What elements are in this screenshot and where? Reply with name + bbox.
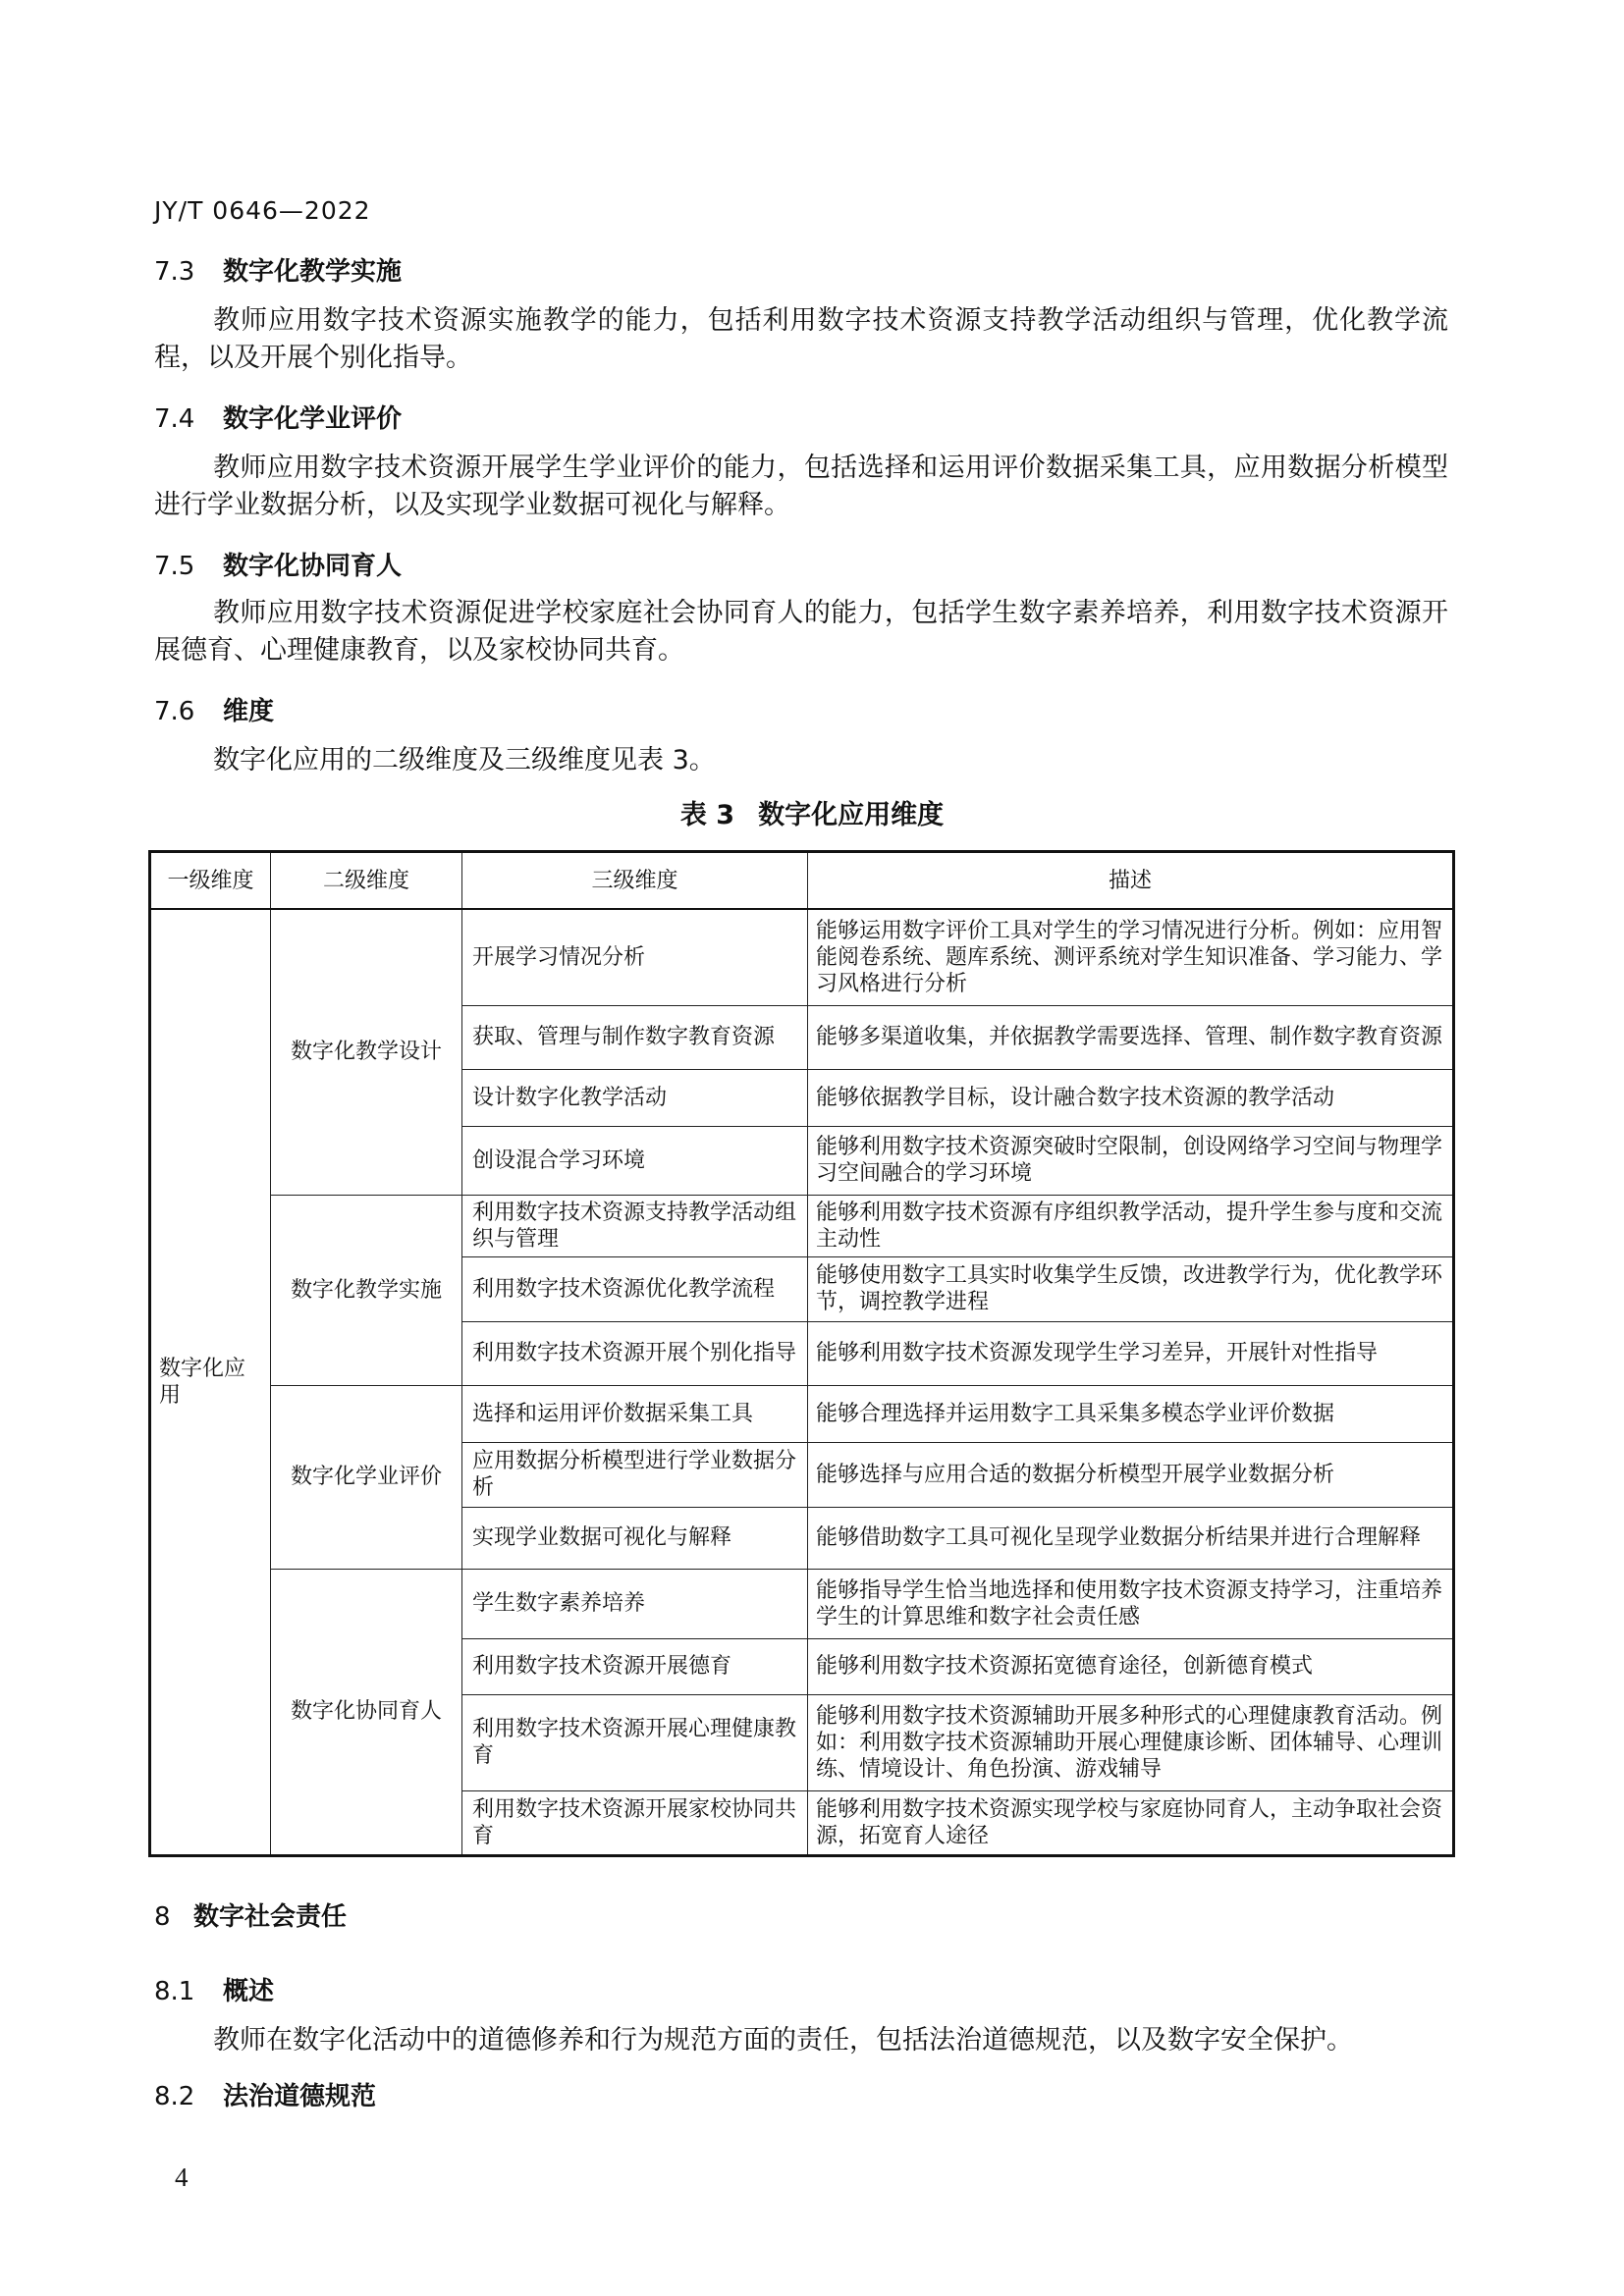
column-header: 描述: [808, 852, 1454, 910]
heading-8-1: [154, 1971, 274, 2007]
description-cell: 能够使用数字工具实时收集学生反馈，改进教学行为，优化教学环节，调控教学进程: [808, 1256, 1454, 1321]
level3-cell: 利用数字技术资源开展个别化指导: [462, 1321, 808, 1385]
description-cell: 能够利用数字技术资源实现学校与家庭协同育人，主动争取社会资源，拓宽育人途径: [808, 1790, 1454, 1855]
description-cell: 能够合理选择并运用数字工具采集多模态学业评价数据: [808, 1385, 1454, 1442]
column-header: 一级维度: [150, 852, 271, 910]
heading-7-3: [154, 251, 402, 288]
heading-7-6: [154, 691, 274, 727]
section-title: 数字化教学实施: [223, 257, 403, 287]
table-row: [150, 1195, 1454, 1256]
level2-cell: 数字化教学设计: [271, 909, 462, 1195]
column-header: 二级维度: [271, 852, 462, 910]
description-cell: 能够多渠道收集，并依据教学需要选择、管理、制作数字教育资源: [808, 1005, 1454, 1069]
level3-cell: 设计数字化教学活动: [462, 1069, 808, 1126]
heading-8: [154, 1896, 347, 1933]
section-title: 数字化协同育人: [223, 552, 403, 581]
level3-cell: 利用数字技术资源开展家校协同共育: [462, 1790, 808, 1855]
section-number: 8.1: [154, 1977, 195, 2006]
level3-cell: 开展学习情况分析: [462, 909, 808, 1005]
paragraph-7-4: 教师应用数字技术资源开展学生学业评价的能力，包括选择和运用评价数据采集工具，应用数据分析模型进行学业数据分析，以及实现学业数据可视化与解释。: [154, 453, 1448, 520]
section-number: 7.5: [154, 552, 195, 581]
description-cell: 能够利用数字技术资源发现学生学习差异，开展针对性指导: [808, 1321, 1454, 1385]
level3-cell: 利用数字技术资源开展心理健康教育: [462, 1694, 808, 1790]
level3-cell: 选择和运用评价数据采集工具: [462, 1385, 808, 1442]
level3-cell: 创设混合学习环境: [462, 1126, 808, 1195]
description-cell: 能够借助数字工具可视化呈现学业数据分析结果并进行合理解释: [808, 1507, 1454, 1569]
section-number: 7.3: [154, 257, 195, 287]
level3-cell: 学生数字素养培养: [462, 1569, 808, 1638]
table-row: [150, 1569, 1454, 1638]
section-title: 法治道德规范: [223, 2082, 377, 2111]
section-title: 维度: [223, 697, 275, 726]
section-title: 数字化学业评价: [223, 404, 403, 434]
section-title: 概述: [223, 1977, 275, 2006]
column-header: 三级维度: [462, 852, 808, 910]
level2-cell: 数字化协同育人: [271, 1569, 462, 1855]
table-number: 表 3: [679, 800, 735, 830]
section-number: 7.4: [154, 404, 195, 434]
application-dimension-table: [148, 850, 1455, 1857]
description-cell: 能够利用数字技术资源拓宽德育途径，创新德育模式: [808, 1638, 1454, 1694]
level3-cell: 应用数据分析模型进行学业数据分析: [462, 1442, 808, 1507]
page-number: 4: [175, 2163, 189, 2192]
level3-cell: 利用数字技术资源开展德育: [462, 1638, 808, 1694]
description-cell: 能够选择与应用合适的数据分析模型开展学业数据分析: [808, 1442, 1454, 1507]
description-cell: 能够利用数字技术资源有序组织教学活动，提升学生参与度和交流主动性: [808, 1195, 1454, 1256]
paragraph-8-1: 教师在数字化活动中的道德修养和行为规范方面的责任，包括法治道德规范，以及数字安全保护。: [213, 2025, 1353, 2056]
heading-7-5: [154, 546, 402, 582]
section-title: 数字社会责任: [193, 1902, 348, 1932]
description-cell: 能够依据教学目标，设计融合数字技术资源的教学活动: [808, 1069, 1454, 1126]
description-cell: 能够利用数字技术资源辅助开展多种形式的心理健康教育活动。例如：利用数字技术资源辅助开展心理健康诊断、团体辅导、心理训练、情境设计、角色扮演、游戏辅导: [808, 1694, 1454, 1790]
paragraph-7-6: 数字化应用的二级维度及三级维度见表 3。: [213, 745, 716, 775]
heading-7-4: [154, 399, 402, 435]
table-caption: [0, 793, 1624, 831]
standard-number: JY/T 0646—2022: [154, 196, 371, 225]
level3-cell: 利用数字技术资源支持教学活动组织与管理: [462, 1195, 808, 1256]
level3-cell: 获取、管理与制作数字教育资源: [462, 1005, 808, 1069]
level3-cell: 利用数字技术资源优化教学流程: [462, 1256, 808, 1321]
paragraph-7-3: 教师应用数字技术资源实施教学的能力，包括利用数字技术资源支持教学活动组织与管理，优化教学流程，以及开展个别化指导。: [154, 305, 1448, 373]
section-number: 8.2: [154, 2082, 195, 2111]
level1-cell: 数字化应用: [150, 909, 271, 1855]
table-row: [150, 1385, 1454, 1442]
level2-cell: 数字化教学实施: [271, 1195, 462, 1385]
table-header-row: [150, 852, 1454, 910]
description-cell: 能够利用数字技术资源突破时空限制，创设网络学习空间与物理学习空间融合的学习环境: [808, 1126, 1454, 1195]
paragraph-7-5: 教师应用数字技术资源促进学校家庭社会协同育人的能力，包括学生数字素养培养，利用数字技术资源开展德育、心理健康教育，以及家校协同共育。: [154, 598, 1448, 666]
table-row: [150, 909, 1454, 1005]
description-cell: 能够运用数字评价工具对学生的学习情况进行分析。例如：应用智能阅卷系统、题库系统、测评系统对学生知识准备、学习能力、学习风格进行分析: [808, 909, 1454, 1005]
heading-8-2: [154, 2076, 376, 2112]
section-number: 8: [154, 1902, 171, 1932]
level3-cell: 实现学业数据可视化与解释: [462, 1507, 808, 1569]
level2-cell: 数字化学业评价: [271, 1385, 462, 1569]
description-cell: 能够指导学生恰当地选择和使用数字技术资源支持学习，注重培养学生的计算思维和数字社会责任感: [808, 1569, 1454, 1638]
table-title: 数字化应用维度: [758, 800, 945, 830]
section-number: 7.6: [154, 697, 195, 726]
